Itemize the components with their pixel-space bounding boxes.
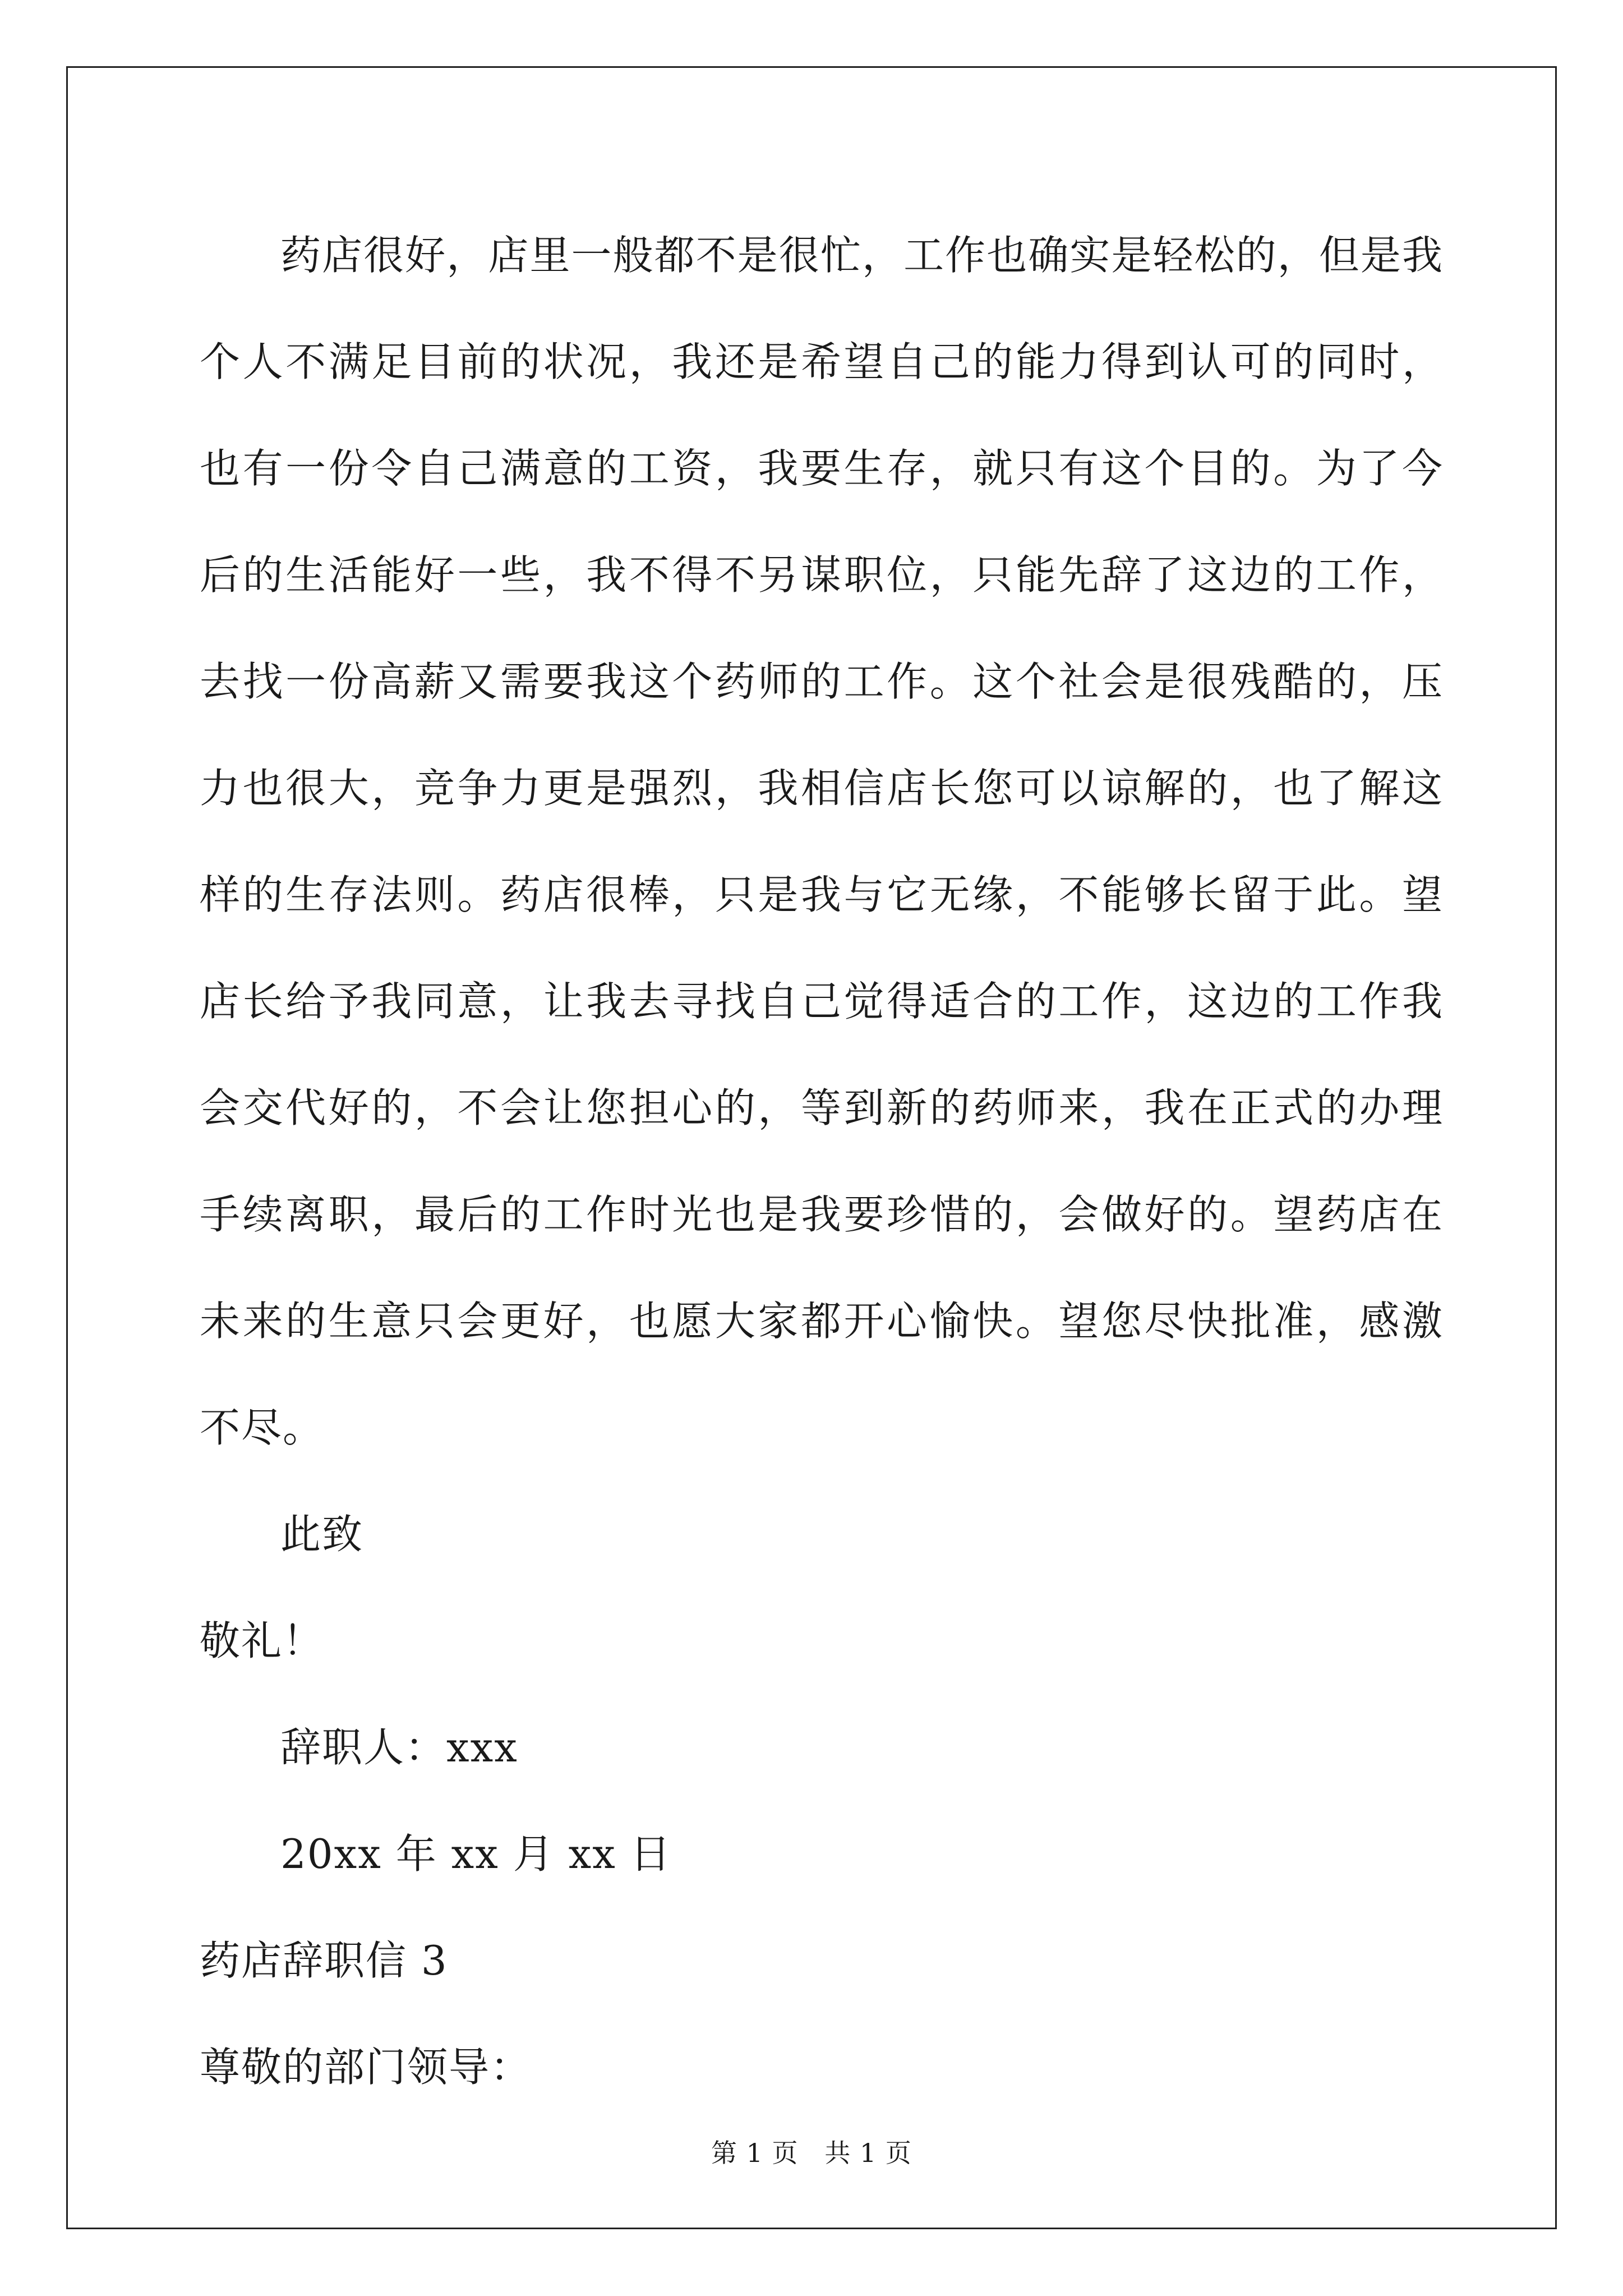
- closing-zhizhi: 此致: [280, 1511, 364, 1558]
- signature-line: 辞职人：xxx: [280, 1724, 518, 1771]
- main-paragraph: 药店很好，店里一般都不是很忙，工作也确实是轻松的，但是我个人不满足目前的状况，我还是希望自己的能力得到认可的同时，也有一份令自己满意的工资，我要生存，就只有这个目的。为了今后的生活能好一些，我不得不另谋职位，只能先辞了这边的工作，去找一份高薪又需要我这个药师的工作。这个社会是很残酷的，压力也很大，竞争力更是强烈，我相信店长您可以谅解的，也了解这样的生存法则。药店很棒，只是我与它无缘，不能够长留于此。望店长给予我同意，让我去寻找自己觉得适合的工作，这边的工作我会交代好的，不会让您担心的，等到新的药师来，我在正式的办理手续离职，最后的工作时光也是我要珍惜的，会做好的。望药店在未来的生意只会更好，也愿大家都开心愉快。望您尽快批准，感激不尽。: [200, 232, 1444, 1451]
- salutation: 尊敬的部门领导：: [200, 2044, 532, 2091]
- document-body: [200, 202, 1444, 2120]
- closing-jingli: 敬礼！: [200, 1617, 325, 1664]
- page-footer: [0, 2133, 1623, 2170]
- page-number-label: 第 1 页 共 1 页: [711, 2138, 912, 2168]
- date-line: 20xx 年 xx 月 xx 日: [280, 1830, 672, 1878]
- section-title: 药店辞职信 3: [200, 1937, 448, 1984]
